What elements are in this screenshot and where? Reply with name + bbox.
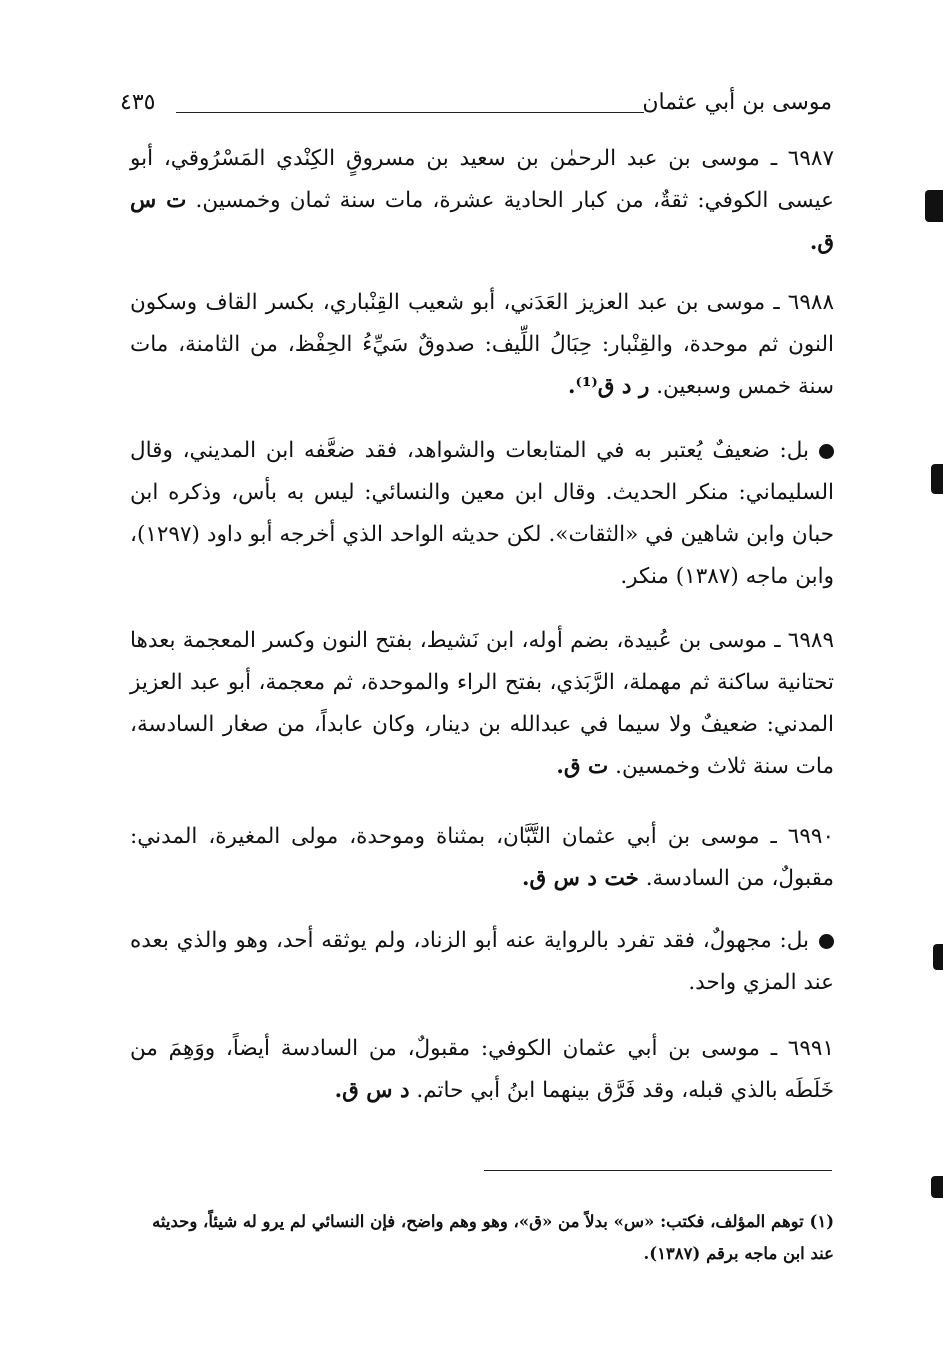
note-text: بل: ضعيفٌ يُعتبر به في المتابعات والشواهد، فقد ضعَّفه ابن المديني، وقال السليماني: منكر الحديث. وقال ابن معين والنسائي: ليس به بأس، وذكره ابن حبان وابن شاهين في «الثقات». لكن حديثه الواحد الذي أخرجه أبو داود (١٢٩٧)، وابن ماجه (١٣٨٧) منكر. <box>130 438 834 589</box>
entry-6990 <box>130 816 834 900</box>
bullet-icon <box>819 934 834 949</box>
running-header <box>120 88 832 122</box>
footnote-rule <box>484 1170 832 1171</box>
footnote: (١) توهم المؤلف، فكتب: «س» بدلاً من «ق»، وهو وهم واضح، فإن النسائي لم يرو له شيئاً، وحديثه عند ابن ماجه برقم (١٣٨٧). <box>152 1212 834 1263</box>
entry-6987 <box>130 138 834 264</box>
entry-text: ٦٩٩١ ـ موسى بن أبي عثمان الكوفي: مقبولٌ، من السادسة أيضاً، ووَهِمَ من خَلَطَه بالذي قبله، وقد فَرَّق بينهما ابنُ أبي حاتم. <box>130 1036 834 1103</box>
running-title: موسى بن أبي عثمان <box>642 90 832 115</box>
entry-text: ٦٩٨٧ ـ موسى بن عبد الرحمٰن بن سعيد بن مسروقٍ الكِنْدي المَسْرُوقي، أبو عيسى الكوفي: ثقةٌ، من كبار الحادية عشرة، مات سنة ثمان وخمسين. <box>130 146 834 213</box>
edge-mark <box>931 464 943 494</box>
bullet-icon <box>819 444 834 459</box>
editor-note-6988 <box>130 430 834 598</box>
edge-mark <box>925 190 943 222</box>
entry-6988 <box>130 282 834 408</box>
entry-codes: د س ق. <box>334 1078 410 1103</box>
note-text: بل: مجهولٌ، فقد تفرد بالرواية عنه أبو الزناد، ولم يوثقه أحد، وهو والذي بعده عند المزي واحد. <box>130 928 834 995</box>
entry-text: ٦٩٨٨ ـ موسى بن عبد العزيز العَدَني، أبو شعيب القِنْباري، بكسر القاف وسكون النون ثم موحدة، والقِنْبار: حِبَالُ اللِّيف: صدوقٌ سَيِّءُ الحِفْظ، من الثامنة، مات سنة خمس وسبعين. <box>130 290 834 399</box>
entry-text: ٦٩٩٠ ـ موسى بن أبي عثمان التَّبَّان، بمثناة وموحدة، مولى المغيرة، المدني: مقبولٌ، من السادسة. <box>130 824 834 891</box>
entry-6991 <box>130 1028 834 1112</box>
entry-codes: ت ق. <box>556 754 609 779</box>
edge-mark <box>931 1176 943 1198</box>
entry-codes: ت س ق. <box>130 188 834 255</box>
entry-codes: ر د ق⁽¹⁾. <box>568 374 650 399</box>
entry-codes: خت د س ق. <box>522 866 639 891</box>
entry-6989 <box>130 620 834 788</box>
entry-text: ٦٩٨٩ ـ موسى بن عُبيدة، بضم أوله، ابن نَشيط، بفتح النون وكسر المعجمة بعدها تحتانية ساكنة ثم مهملة، الرَّبَذي، بفتح الراء والموحدة، ثم معجمة، أبو عبد العزيز المدني: ضعيفٌ ولا سيما في عبدالله بن دينار، وكان عابداً، من صغار السادسة، مات سنة ثلاث وخمسين. <box>130 628 834 779</box>
edge-mark <box>933 944 943 970</box>
header-rule <box>176 112 644 113</box>
page-number: ٤٣٥ <box>120 90 156 115</box>
editor-note-6990 <box>130 920 834 1004</box>
